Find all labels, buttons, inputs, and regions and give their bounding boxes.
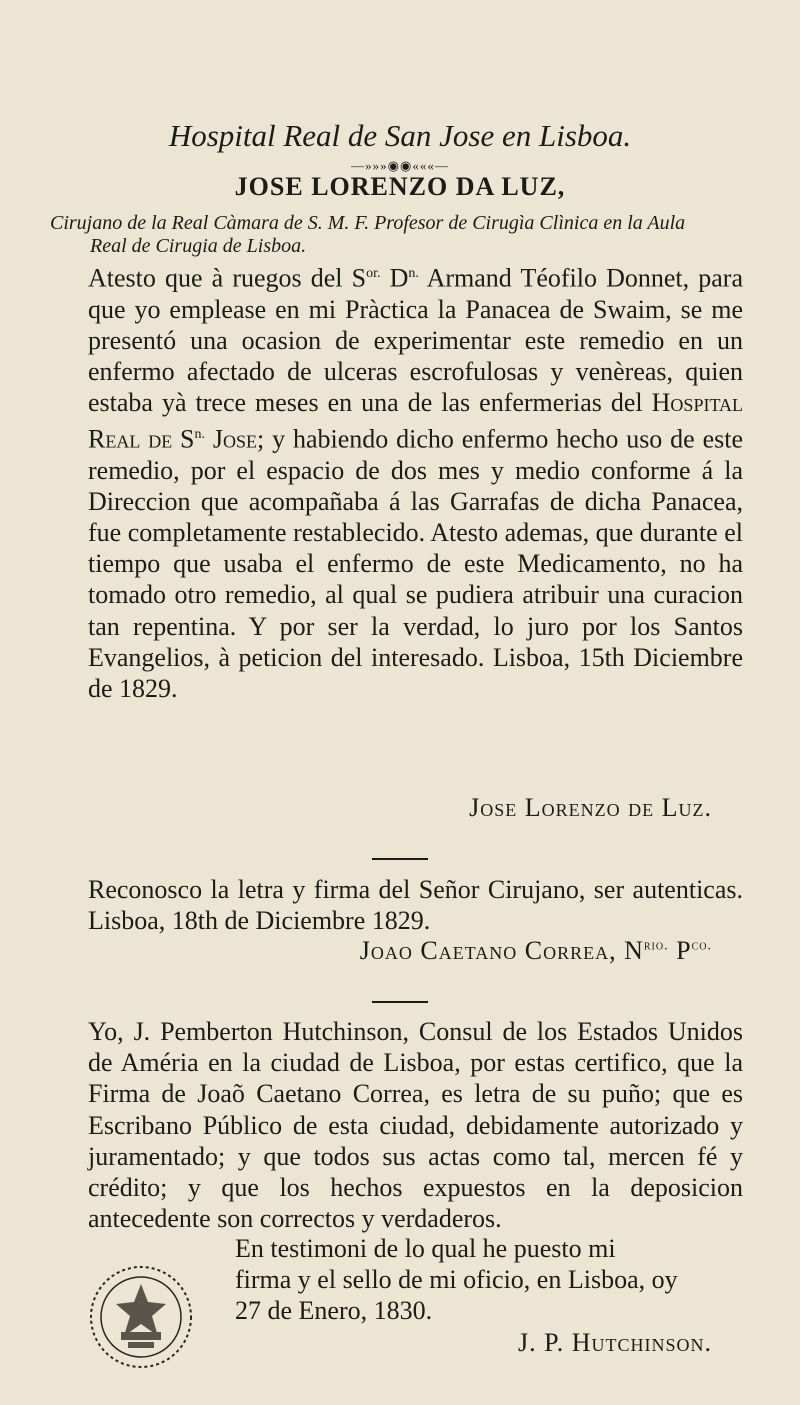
hospital-title: Hospital Real de San Jose en Lisboa. <box>168 118 632 153</box>
signature-jose-lorenzo: Jose Lorenzo de Luz. <box>469 793 712 822</box>
closing-line-3: 27 de Enero, 1830. <box>235 1296 433 1325</box>
closing-line-2: firma y el sello de mi oficio, en Lisboa, oy <box>235 1265 678 1294</box>
signature-joao-caetano: Joao Caetano Correa, $N^{rio.}$ $P^{co.}$ <box>359 936 712 965</box>
certificate-paragraph-2: Reconosco la letra y firma del Señor Cirujano, ser autenticas. Lisboa, 18th de Diciembre 1829. <box>88 875 743 936</box>
signature-hutchinson: J. P. Hutchinson. <box>518 1328 712 1357</box>
closing-line-1: En testimoni de lo qual he puesto mi <box>235 1234 616 1263</box>
divider-rule-2 <box>372 1001 428 1003</box>
ornament-divider: —»»»◉◉«««— <box>351 158 449 173</box>
certificate-paragraph-1: Atesto que à ruegos del $S^{or.}$ $D^{n.}$ Armand Téofilo Donnet, para que yo emplease en mi Pràctica la Panacea de Swaim, se me presentó una ocasion de experimentar este remedio en un enfermo afectado de ulceras escrofulosas y venèreas, quien estaba yà trece meses en una de las enfermerias del Hospital Real de $S^{n.}$ Jose; y habiendo dicho enfermo hecho uso de este remedio, por el espacio de dos mes y medio conforme á la Direccion que acompañaba á las Garrafas de dicha Panacea, fue completamente restablecido. Atesto ademas, que durante el tiempo que usaba el enfermo de este Medicamento, no ha tomado otro remedio, al qual se pudiera atribuir una curacion tan repentina. Y por ser la verdad, lo juro por los Santos Evangelios, à peticion del interesado. Lisboa, 15th Diciembre de 1829. <box>88 263 743 703</box>
surgeon-credentials: Cirujano de la Real Càmara de S. M. F. Profesor de Cirugìa Clìnica en la Aula Real de Cirugia de Lisboa. <box>50 212 686 257</box>
consular-seal-icon <box>86 1262 196 1372</box>
certificate-paragraph-3: Yo, J. Pemberton Hutchinson, Consul de los Estados Unidos de Améria en la ciudad de Lisboa, por estas certifico, que la Firma de Joaõ Caetano Correa, es letra de su puño; que es Escribano Público de esta ciudad, debidamente autorizado y juramentado; y que todos sus actas como tal, mercen fé y crédito; y que los hechos expuestos en la deposicion antecedente son correctos y verdaderos. <box>88 1017 743 1234</box>
surgeon-name-heading: JOSE LORENZO DA LUZ, <box>234 172 566 201</box>
divider-rule-1 <box>372 858 428 860</box>
